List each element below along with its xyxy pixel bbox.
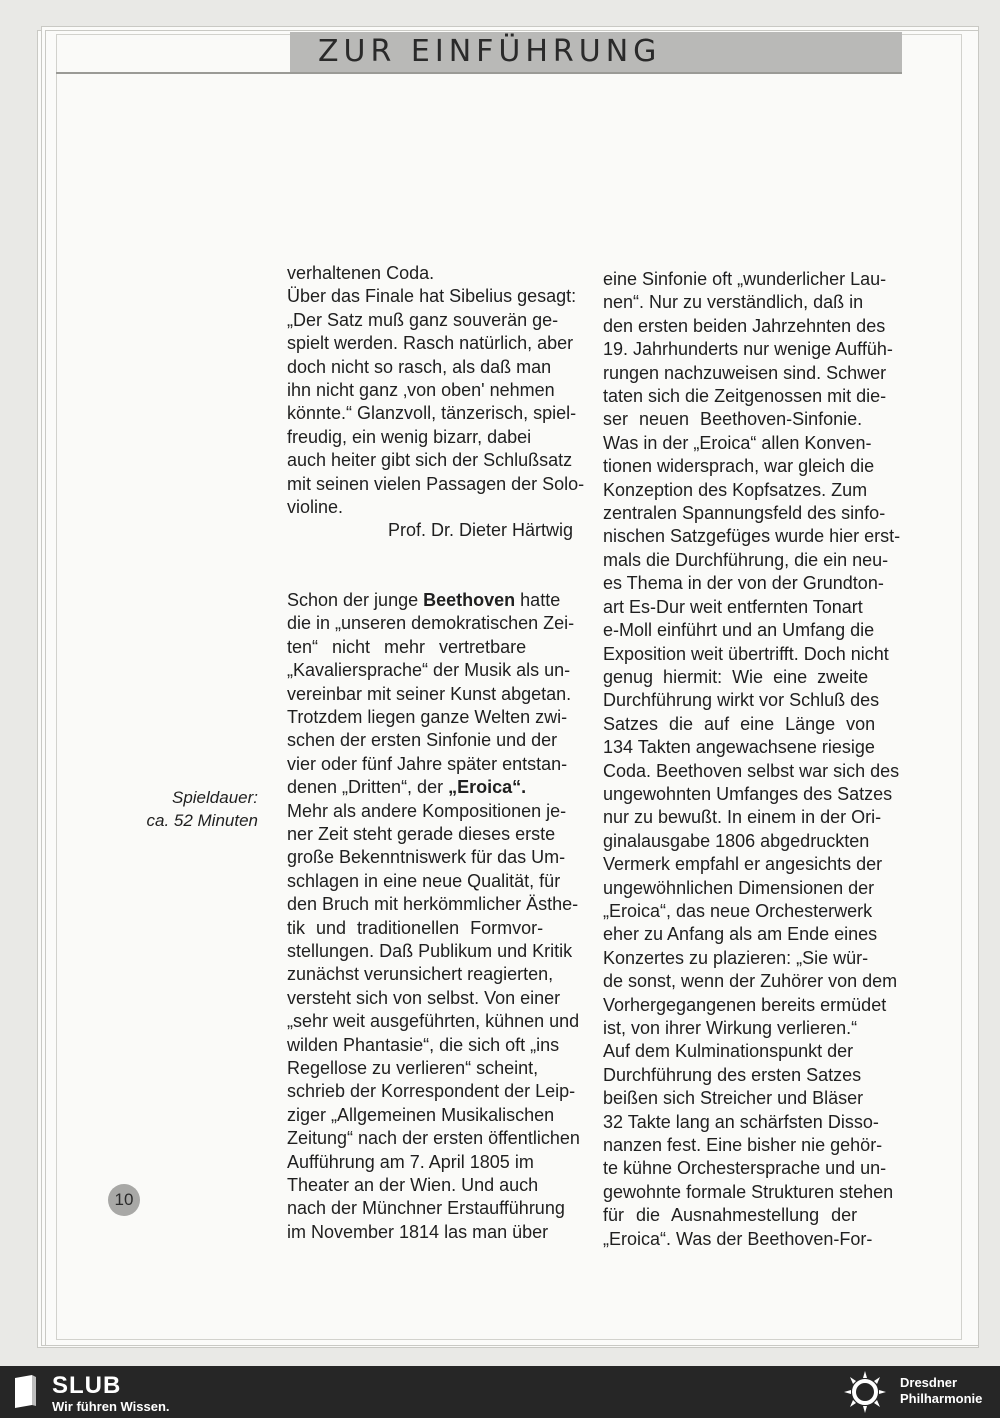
paragraph-beethoven: [287, 589, 580, 1244]
text-line: Durchführung wirkt vor Schluß des: [603, 690, 880, 711]
text-line: genug hiermit: Wie eine zweite: [603, 666, 869, 687]
text-line: [287, 589, 573, 612]
text-fragment: hatte: [520, 589, 561, 610]
text-line: Was in der „Eroica“ allen Konven-: [603, 432, 872, 453]
text-line: „Eroica“, das neue Orchesterwerk: [603, 900, 873, 921]
text-line: „Eroica“. Was der Beethoven-For-: [603, 1228, 873, 1249]
text-line: Mehr als andere Kompositionen je-: [287, 800, 567, 821]
left-text-column: [287, 262, 585, 1244]
text-line: Vorhergegangenen bereits ermüdet: [603, 994, 887, 1015]
text-line: ungewohnten Umfanges des Satzes: [603, 783, 893, 804]
text-line: zentralen Spannungsfeld des sinfo-: [603, 503, 886, 524]
text-line: nischen Satzgefüges wurde hier erst-: [603, 526, 901, 547]
text-line: könnte.“ Glanzvoll, tänzerisch, spiel-: [287, 403, 577, 424]
text-line: doch nicht so rasch, als daß man: [287, 356, 552, 377]
text-line: vier oder fünf Jahre später entstan-: [287, 753, 568, 774]
text-line: eine Sinfonie oft „wunderlicher Lau-: [603, 269, 887, 289]
text-line: wilden Phantasie“, die sich oft „ins: [287, 1034, 560, 1055]
paragraph-gap: [287, 543, 573, 589]
text-line: beißen sich Streicher und Bläser: [603, 1088, 864, 1109]
text-line: nen“. Nur zu verständlich, daß in: [603, 292, 864, 313]
header-rule: [56, 72, 902, 74]
text-line: „Kavaliersprache“ der Musik als un-: [287, 660, 571, 681]
text-line: tik und traditionellen Formvor-: [287, 917, 544, 938]
text-line: 134 Takten angewachsene riesige: [603, 737, 875, 758]
text-line: nur zu bewußt. In einem in der Ori-: [603, 807, 882, 828]
bold-name-beethoven: Beethoven: [423, 589, 516, 610]
text-line: tionen widersprach, war gleich die: [603, 456, 875, 477]
text-line: ginalausgabe 1806 abgedruckten: [603, 830, 870, 851]
text-line: nach der Münchner Erstaufführung: [287, 1198, 565, 1219]
text-line: zunächst verunsichert reagierten,: [287, 964, 554, 985]
philharmonie-logo-icon: [840, 1369, 890, 1415]
text-line: schen der ersten Sinfonie und der: [287, 730, 558, 751]
footer-bar: [0, 1366, 1000, 1418]
text-line: verhaltenen Coda.: [287, 263, 435, 283]
text-line: Aufführung am 7. April 1805 im: [287, 1151, 534, 1172]
text-line: ungewöhnlichen Dimensionen der: [603, 877, 875, 898]
text-fragment: Schon der junge: [287, 589, 419, 610]
text-line: Konzertes zu plazieren: „Sie wür-: [603, 947, 869, 968]
text-line: rungen nachzuweisen sind. Schwer: [603, 362, 887, 383]
duration-value: ca. 52 Minuten: [146, 811, 258, 830]
text-line: de sonst, wenn der Zuhörer von dem: [603, 971, 898, 992]
slub-brand: SLUB: [52, 1372, 122, 1399]
section-header: [290, 32, 902, 72]
text-line: Auf dem Kulminationspunkt der: [603, 1041, 854, 1062]
text-line: Vermerk empfahl er angesichts der: [603, 854, 883, 875]
section-title: ZUR EINFÜHRUNG: [318, 34, 662, 69]
text-line: auch heiter gibt sich der Schlußsatz: [287, 450, 573, 471]
text-line: e-Moll einführt und an Umfang die: [603, 620, 875, 641]
text-line: den ersten beiden Jahrzehnten des: [603, 315, 886, 336]
text-line: große Bekenntniswerk für das Um-: [287, 847, 566, 868]
text-line: art Es-Dur weit entfernten Tonart: [603, 596, 863, 617]
text-line: im November 1814 las man über: [287, 1221, 549, 1242]
text-line: die in „unseren demokratischen Zei-: [287, 613, 575, 634]
text-line: „sehr weit ausgeführten, kühnen und: [287, 1011, 580, 1032]
text-line: schrieb der Korrespondent der Leip-: [287, 1081, 576, 1102]
text-line: Durchführung des ersten Satzes: [603, 1064, 862, 1085]
text-line: eher zu Anfang als am Ende eines: [603, 924, 878, 945]
paragraph-sibelius: [287, 262, 585, 519]
text-line: ziger „Allgemeinen Musikalischen: [287, 1104, 555, 1125]
page-number: 10: [108, 1184, 140, 1216]
text-line: Regellose zu verlieren“ scheint,: [287, 1058, 539, 1078]
author-signature: Prof. Dr. Dieter Härtwig: [387, 520, 573, 541]
text-line: ten“ nicht mehr vertretbare: [287, 636, 527, 657]
text-line: Theater an der Wien. Und auch: [287, 1175, 539, 1196]
duration-note: [90, 786, 258, 832]
text-line: spielt werden. Rasch natürlich, aber: [287, 333, 574, 354]
show-through-text: [140, 430, 260, 470]
text-line: 19. Jahrhunderts nur wenige Auffüh-: [603, 339, 893, 360]
text-line: vereinbar mit seiner Kunst abgetan.: [287, 683, 572, 704]
right-text-column: [603, 268, 901, 1251]
text-line: versteht sich von selbst. Von einer: [287, 987, 561, 1008]
text-line: „Der Satz muß ganz souverän ge-: [287, 309, 559, 330]
text-line: nanzen fest. Eine bisher nie gehör-: [603, 1135, 883, 1156]
text-line: Trotzdem liegen ganze Welten zwi-: [287, 706, 568, 727]
text-line: ihn nicht ganz ‚von oben' nehmen: [287, 380, 555, 401]
text-line: mals die Durchführung, die ein neu-: [603, 549, 889, 570]
philharmonie-line1: Dresdner: [900, 1375, 958, 1390]
text-fragment: denen „Dritten“, der: [287, 777, 444, 798]
text-line: violine.: [287, 497, 344, 518]
text-line: Über das Finale hat Sibelius gesagt:: [287, 286, 577, 307]
philharmonie-line2: Philharmonie: [900, 1391, 983, 1406]
slub-tagline: Wir führen Wissen.: [52, 1399, 170, 1414]
slub-logo-icon: [12, 1374, 38, 1408]
text-line: mit seinen vielen Passagen der Solo-: [287, 473, 585, 494]
text-line: ist, von ihrer Wirkung verlieren.“: [603, 1018, 858, 1038]
text-line: Konzeption des Kopfsatzes. Zum: [603, 479, 868, 500]
philharmonie-name: [900, 1375, 982, 1407]
text-line: für die Ausnahmestellung der: [603, 1205, 858, 1226]
duration-label: Spieldauer:: [171, 788, 258, 807]
text-line: 32 Takte lang an schärfsten Disso-: [603, 1111, 879, 1132]
text-line: Exposition weit übertrifft. Doch nicht: [603, 643, 889, 664]
text-line: stellungen. Daß Publikum und Kritik: [287, 940, 573, 961]
text-line: Coda. Beethoven selbst war sich des: [603, 760, 900, 781]
text-line: den Bruch mit herkömmlicher Ästhe-: [287, 894, 579, 915]
text-line: [287, 776, 573, 799]
bold-title-eroica: „Eroica“.: [448, 777, 527, 798]
text-line: taten sich die Zeitgenossen mit die-: [603, 386, 887, 407]
text-line: ner Zeit steht gerade dieses erste: [287, 823, 556, 844]
text-line: ser neuen Beethoven-Sinfonie.: [603, 409, 863, 430]
text-line: freudig, ein wenig bizarr, dabei: [287, 426, 532, 447]
text-line: gewohnte formale Strukturen stehen: [603, 1181, 894, 1202]
text-line: Satzes die auf eine Länge von: [603, 713, 876, 734]
text-line: te kühne Orchestersprache und un-: [603, 1158, 887, 1179]
text-line: Zeitung“ nach der ersten öffentlichen: [287, 1128, 580, 1149]
text-line: es Thema in der von der Grundton-: [603, 573, 884, 594]
text-line: schlagen in eine neue Qualität, für: [287, 870, 561, 891]
